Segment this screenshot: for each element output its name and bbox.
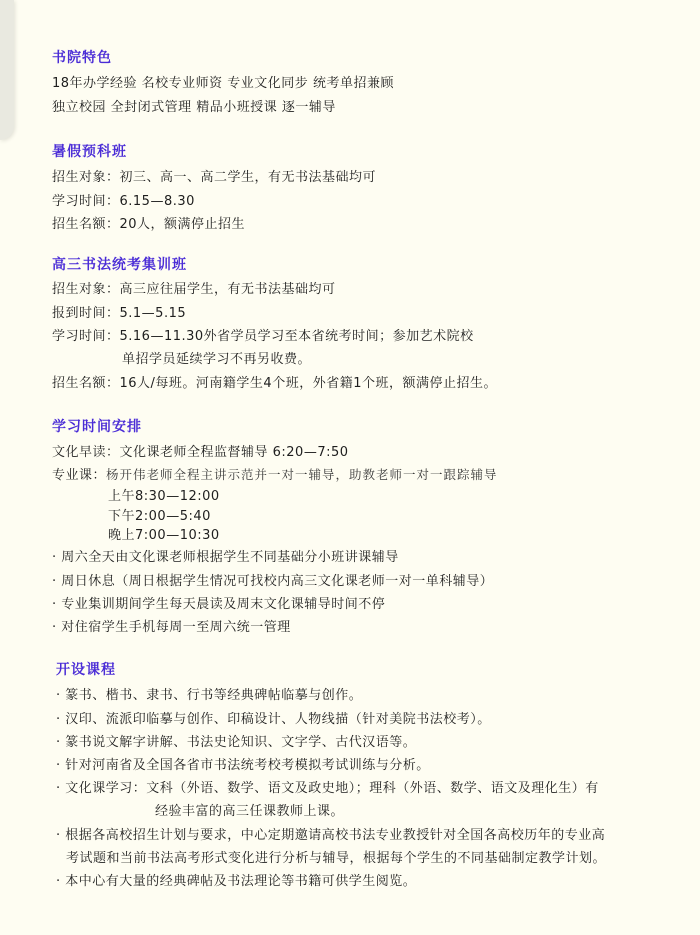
course-line-5: · 文化课学习：文科（外语、数学、语文及政史地）；理科（外语、数学、语文及理化生）有	[56, 781, 599, 796]
features-line-1: 18年办学经验 名校专业师资 专业文化同步 统考单招兼顾	[52, 76, 394, 91]
course-line-1: · 篆书、楷书、隶书、行书等经典碑帖临摹与创作。	[56, 688, 363, 703]
summer-line-1: 招生对象：初三、高一、高二学生，有无书法基础均可	[52, 170, 377, 185]
summer-heading: 暑假预科班	[52, 144, 127, 160]
schedule-time-1: 上午8:30—12:00	[108, 489, 220, 504]
features-line-2: 独立校园 全封闭式管理 精品小班授课 逐一辅导	[52, 100, 336, 115]
senior-line-5: 招生名额：16人/每班。河南籍学生4个班，外省籍1个班，额满停止招生。	[52, 376, 497, 391]
courses-heading: 开设课程	[56, 662, 116, 678]
features-heading: 书院特色	[52, 50, 112, 66]
schedule-bullet-3: · 专业集训期间学生每天晨读及周末文化课辅导时间不停	[52, 597, 386, 612]
schedule-time-3: 晚上7:00—10:30	[108, 528, 220, 543]
course-line-9: · 本中心有大量的经典碑帖及书法理论等书籍可供学生阅览。	[56, 874, 417, 889]
page-edge-decoration	[0, 0, 14, 140]
course-line-2: · 汉印、流派印临摹与创作、印稿设计、人物线描（针对美院书法校考）。	[56, 712, 491, 727]
schedule-major-label: 专业课：	[52, 468, 107, 483]
course-line-6: 经验丰富的高三任课教师上课。	[155, 804, 345, 819]
schedule-major-text: 杨开伟老师全程主讲示范并一对一辅导，助教老师一对一跟踪辅导	[106, 467, 498, 482]
course-line-4: · 针对河南省及全国各省市书法统考校考模拟考试训练与分析。	[56, 758, 430, 773]
senior-heading: 高三书法统考集训班	[52, 257, 187, 273]
senior-line-3: 学习时间：5.16—11.30外省学员学习至本省统考时间；参加艺术院校	[52, 329, 474, 344]
schedule-bullet-4: · 对住宿学生手机每周一至周六统一管理	[52, 620, 291, 635]
senior-line-2: 报到时间：5.1—5.15	[52, 306, 187, 321]
course-line-3: · 篆书说文解字讲解、书法史论知识、文字学、古代汉语等。	[56, 735, 417, 750]
schedule-bullet-2: · 周日休息（周日根据学生情况可找校内高三文化课老师一对一单科辅导）	[52, 574, 494, 589]
senior-line-1: 招生对象：高三应往届学生，有无书法基础均可	[52, 282, 336, 297]
senior-line-4: 单招学员延续学习不再另收费。	[122, 352, 312, 367]
summer-line-3: 招生名额：20人，额满停止招生	[52, 217, 246, 232]
summer-line-2: 学习时间：6.15—8.30	[52, 194, 195, 209]
schedule-time-2: 下午2:00—5:40	[108, 509, 211, 524]
schedule-morning-reading: 文化早读：文化课老师全程监督辅导 6:20—7:50	[52, 445, 349, 460]
schedule-bullet-1: · 周六全天由文化课老师根据学生不同基础分小班讲课辅导	[52, 550, 399, 565]
course-line-8: 考试题和当前书法高考形式变化进行分析与辅导，根据每个学生的不同基础制定教学计划。	[66, 851, 607, 866]
schedule-major	[52, 464, 498, 483]
schedule-heading: 学习时间安排	[52, 419, 142, 435]
course-line-7: · 根据各高校招生计划与要求，中心定期邀请高校书法专业教授针对全国各高校历年的专业高	[56, 828, 606, 843]
